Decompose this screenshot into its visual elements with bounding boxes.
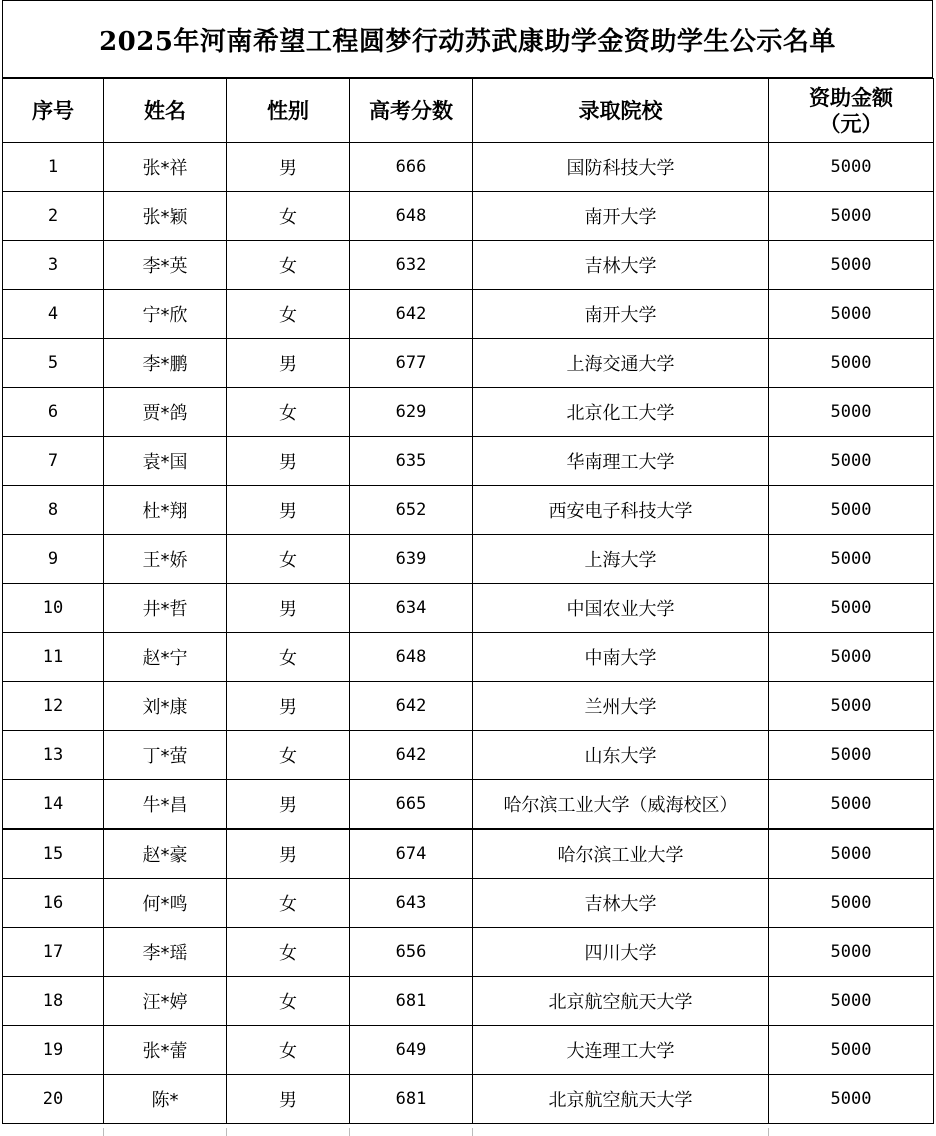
cell-name: 汪*婷 [104,977,227,1026]
table-row [3,977,934,1026]
cell-name: 丁*萤 [104,731,227,780]
header-score: 高考分数 [350,79,473,143]
cell-score: 648 [350,633,473,682]
cell-index: 20 [3,1075,104,1124]
cell-name: 宁*欣 [104,290,227,339]
cell-name: 井*哲 [104,584,227,633]
cell-score: 681 [350,1075,473,1124]
cell-score: 652 [350,486,473,535]
cell-name: 张*颖 [104,192,227,241]
cell-gender: 男 [227,339,350,388]
cell-amount: 5000 [769,241,934,290]
cell-index: 1 [3,143,104,192]
cell-name: 杜*翔 [104,486,227,535]
cell-gender: 女 [227,192,350,241]
cell-school: 中南大学 [473,633,769,682]
cell-gender: 女 [227,241,350,290]
cell-gender: 男 [227,437,350,486]
header-amount-line1: 资助金额 [809,85,893,110]
cell-school: 四川大学 [473,928,769,977]
cell-index: 8 [3,486,104,535]
cell-gender: 女 [227,535,350,584]
header-school: 录取院校 [473,79,769,143]
cell-score: 648 [350,192,473,241]
cell-school: 上海交通大学 [473,339,769,388]
cell-gender: 女 [227,928,350,977]
cell-name: 李*鹏 [104,339,227,388]
cell-index: 15 [3,829,104,879]
table-row [3,143,934,192]
table-row [3,633,934,682]
cell-school: 兰州大学 [473,682,769,731]
cell-score: 677 [350,339,473,388]
table-row [3,535,934,584]
cell-index: 13 [3,731,104,780]
cell-name: 李*瑶 [104,928,227,977]
cell-index: 4 [3,290,104,339]
cell-amount: 5000 [769,879,934,928]
cell-name: 陈* [104,1075,227,1124]
cell-name: 赵*宁 [104,633,227,682]
table-row [3,486,934,535]
cell-gender: 男 [227,682,350,731]
cell-gender: 女 [227,1026,350,1075]
cell-amount: 5000 [769,192,934,241]
cell-school: 西安电子科技大学 [473,486,769,535]
cell-index: 14 [3,780,104,830]
cell-index: 11 [3,633,104,682]
cell-score: 666 [350,143,473,192]
cell-index: 12 [3,682,104,731]
cell-index: 17 [3,928,104,977]
cell-school: 华南理工大学 [473,437,769,486]
cell-index: 6 [3,388,104,437]
cell-score: 632 [350,241,473,290]
header-amount [769,79,934,143]
cell-amount: 5000 [769,486,934,535]
cell-name: 何*鸣 [104,879,227,928]
cell-score: 681 [350,977,473,1026]
cell-score: 665 [350,780,473,830]
cell-gender: 男 [227,143,350,192]
cell-amount: 5000 [769,682,934,731]
cell-school: 南开大学 [473,192,769,241]
cell-score: 674 [350,829,473,879]
cell-name: 贾*鸽 [104,388,227,437]
cell-school: 北京航空航天大学 [473,977,769,1026]
cell-name: 张*祥 [104,143,227,192]
cell-amount: 5000 [769,584,934,633]
recipients-table [2,78,934,1124]
cell-amount: 5000 [769,339,934,388]
cell-gender: 女 [227,388,350,437]
table-row [3,1026,934,1075]
cell-index: 10 [3,584,104,633]
cell-gender: 男 [227,1075,350,1124]
table-row [3,682,934,731]
cell-score: 642 [350,290,473,339]
cell-gender: 女 [227,731,350,780]
cell-index: 18 [3,977,104,1026]
cell-name: 刘*康 [104,682,227,731]
table-row [3,584,934,633]
cell-amount: 5000 [769,1075,934,1124]
table-row [3,879,934,928]
cell-amount: 5000 [769,977,934,1026]
cell-gender: 男 [227,486,350,535]
cell-gender: 女 [227,290,350,339]
cell-school: 大连理工大学 [473,1026,769,1075]
cell-score: 634 [350,584,473,633]
cell-school: 南开大学 [473,290,769,339]
cell-school: 吉林大学 [473,879,769,928]
header-name: 姓名 [104,79,227,143]
cell-index: 16 [3,879,104,928]
table-row [3,928,934,977]
cell-score: 635 [350,437,473,486]
cell-gender: 女 [227,879,350,928]
cell-score: 642 [350,731,473,780]
cell-gender: 女 [227,977,350,1026]
cell-score: 656 [350,928,473,977]
cell-score: 643 [350,879,473,928]
cell-school: 中国农业大学 [473,584,769,633]
cell-index: 7 [3,437,104,486]
cell-amount: 5000 [769,731,934,780]
table-header-row [3,79,934,143]
table-row [3,388,934,437]
cell-name: 王*娇 [104,535,227,584]
cell-index: 19 [3,1026,104,1075]
cell-name: 赵*豪 [104,829,227,879]
cell-school: 上海大学 [473,535,769,584]
cell-score: 649 [350,1026,473,1075]
table-row [3,731,934,780]
header-gender: 性别 [227,79,350,143]
cell-school: 北京航空航天大学 [473,1075,769,1124]
cell-amount: 5000 [769,829,934,879]
cell-score: 639 [350,535,473,584]
table-row [3,437,934,486]
cell-school: 北京化工大学 [473,388,769,437]
page-title: 2025年河南希望工程圆梦行动苏武康助学金资助学生公示名单 [2,0,933,78]
cell-index: 3 [3,241,104,290]
cell-amount: 5000 [769,388,934,437]
cell-gender: 男 [227,584,350,633]
cell-name: 牛*昌 [104,780,227,830]
table-row [3,290,934,339]
cell-score: 629 [350,388,473,437]
cell-amount: 5000 [769,780,934,830]
header-index: 序号 [3,79,104,143]
next-row-gridlines [2,1128,933,1136]
table-row [3,780,934,830]
table-row [3,339,934,388]
cell-school: 哈尔滨工业大学（威海校区） [473,780,769,830]
cell-amount: 5000 [769,535,934,584]
cell-school: 国防科技大学 [473,143,769,192]
table-row [3,192,934,241]
cell-gender: 女 [227,633,350,682]
cell-name: 张*蕾 [104,1026,227,1075]
table-row [3,241,934,290]
cell-gender: 男 [227,780,350,830]
table-row [3,829,934,879]
cell-index: 2 [3,192,104,241]
cell-score: 642 [350,682,473,731]
cell-amount: 5000 [769,1026,934,1075]
cell-school: 哈尔滨工业大学 [473,829,769,879]
cell-school: 吉林大学 [473,241,769,290]
cell-name: 李*英 [104,241,227,290]
cell-index: 9 [3,535,104,584]
cell-gender: 男 [227,829,350,879]
table-body [3,143,934,1124]
cell-amount: 5000 [769,143,934,192]
cell-index: 5 [3,339,104,388]
cell-amount: 5000 [769,633,934,682]
cell-amount: 5000 [769,290,934,339]
cell-amount: 5000 [769,437,934,486]
table-row [3,1075,934,1124]
cell-amount: 5000 [769,928,934,977]
cell-name: 袁*国 [104,437,227,486]
header-amount-line2: （元） [819,111,883,136]
cell-school: 山东大学 [473,731,769,780]
